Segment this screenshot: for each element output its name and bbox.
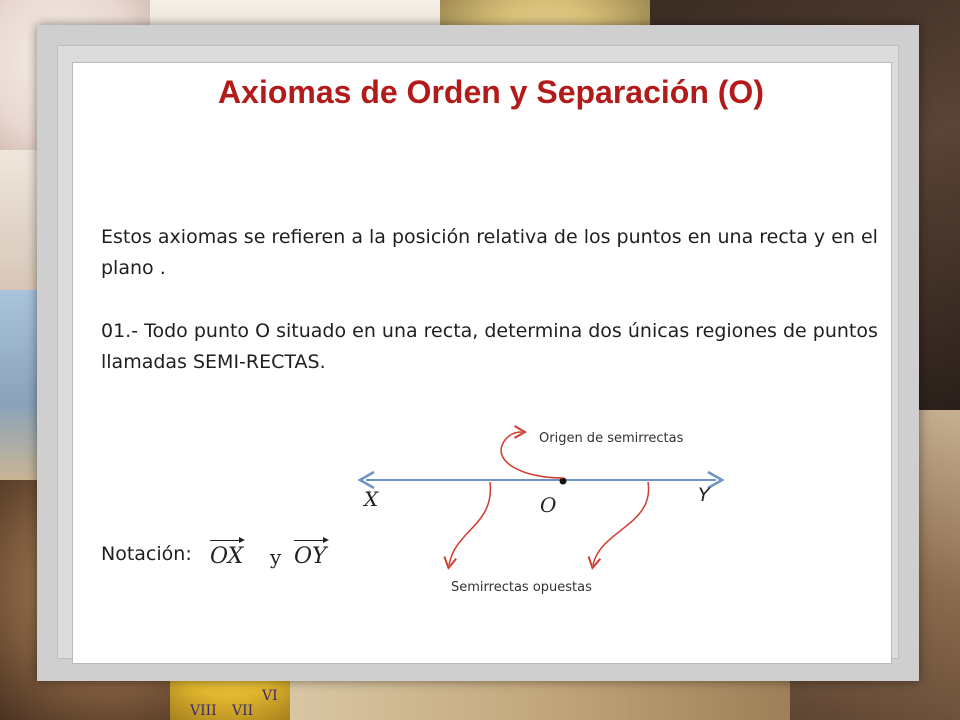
segment-ox — [210, 538, 243, 569]
origin-label: Origen de semirrectas — [539, 431, 684, 446]
bg-roman-numeral: VI — [262, 688, 278, 704]
overline-arrow — [210, 540, 243, 541]
segment-oy-text: OY — [294, 544, 327, 569]
segment-ox-text: OX — [210, 544, 244, 569]
point-y-label: Y — [698, 484, 710, 506]
semirrecta-arrow-left — [449, 482, 490, 565]
overline-arrow — [294, 540, 327, 541]
notation-label: Notación: — [101, 543, 192, 565]
point-x-label: X — [364, 487, 379, 511]
semirrecta-arrow-right — [593, 482, 649, 565]
notation-conjunction: y — [270, 545, 282, 569]
opposite-label: Semirrectas opuestas — [451, 580, 592, 595]
bg-roman-numeral: VII — [232, 703, 254, 719]
segment-oy — [294, 538, 327, 569]
paragraph-intro: Estos axiomas se refieren a la posición relativa de los puntos en una recta y en el plano . — [101, 226, 878, 279]
bg-roman-numeral: VIII — [190, 703, 217, 719]
point-o-label: O — [540, 493, 557, 517]
slide-title: Axiomas de Orden y Separación (O) — [218, 74, 764, 110]
paragraph-axiom-01: 01.- Todo punto O situado en una recta, determina dos únicas regiones de puntos llamadas SEMI-RECTAS. — [101, 320, 878, 373]
